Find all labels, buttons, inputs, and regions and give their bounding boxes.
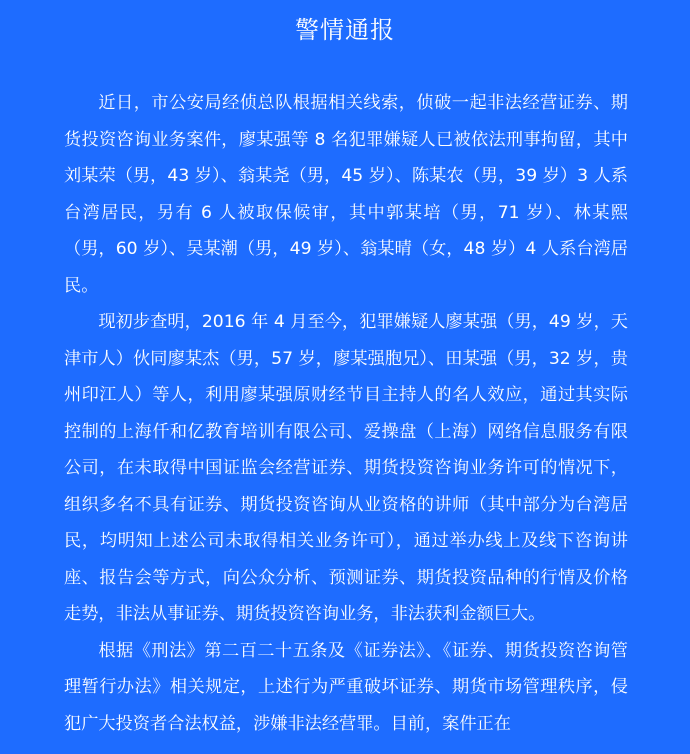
notice-title: 警情通报	[295, 16, 395, 44]
paragraph-investigation-findings: 现初步查明，2016 年 4 月至今，犯罪嫌疑人廖某强（男，49 岁，天津市人）伙同廖某杰（男，57 岁，廖某强胞兄）、田某强（男，32 岁，贵州印江人）等人，利用廖某强原财经节目主持人的名人效应，通过其实际控制的上海仟和亿教育培训有限公司、爱操盘（上海）网络信息服务有限公司，在未取得中国证监会经营证券、期货投资咨询业务许可的情况下，组织多名不具有证券、期货投资咨询从业资格的讲师（其中部分为台湾居民，均明知上述公司未取得相关业务许可），通过举办线上及线下咨询讲座、报告会等方式，向公众分析、预测证券、期货投资品种的行情及价格走势，非法从事证券、期货投资咨询业务，非法获利金额巨大。	[64, 312, 628, 624]
paragraph-legal-basis: 根据《刑法》第二百二十五条及《证券法》、《证券、期货投资咨询管理暂行办法》相关规定，上述行为严重破坏证券、期货市场管理秩序，侵犯广大投资者合法权益，涉嫌非法经营罪。目前，案件正在	[64, 640, 628, 734]
paragraph-case-summary: 近日，市公安局经侦总队根据相关线索，侦破一起非法经营证券、期货投资咨询业务案件，廖某强等 8 名犯罪嫌疑人已被依法刑事拘留，其中刘某荣（男，43 岁）、翁某尧（男，45 岁）、陈某农（男，39 岁）3 人系台湾居民，另有 6 人被取保候审，其中郭某培（男，71 岁）、林某熙（男，60 岁）、吴某潮（男，49 岁）、翁某晴（女，48 岁）4 人系台湾居民。	[64, 93, 628, 296]
notice-body	[64, 85, 628, 742]
